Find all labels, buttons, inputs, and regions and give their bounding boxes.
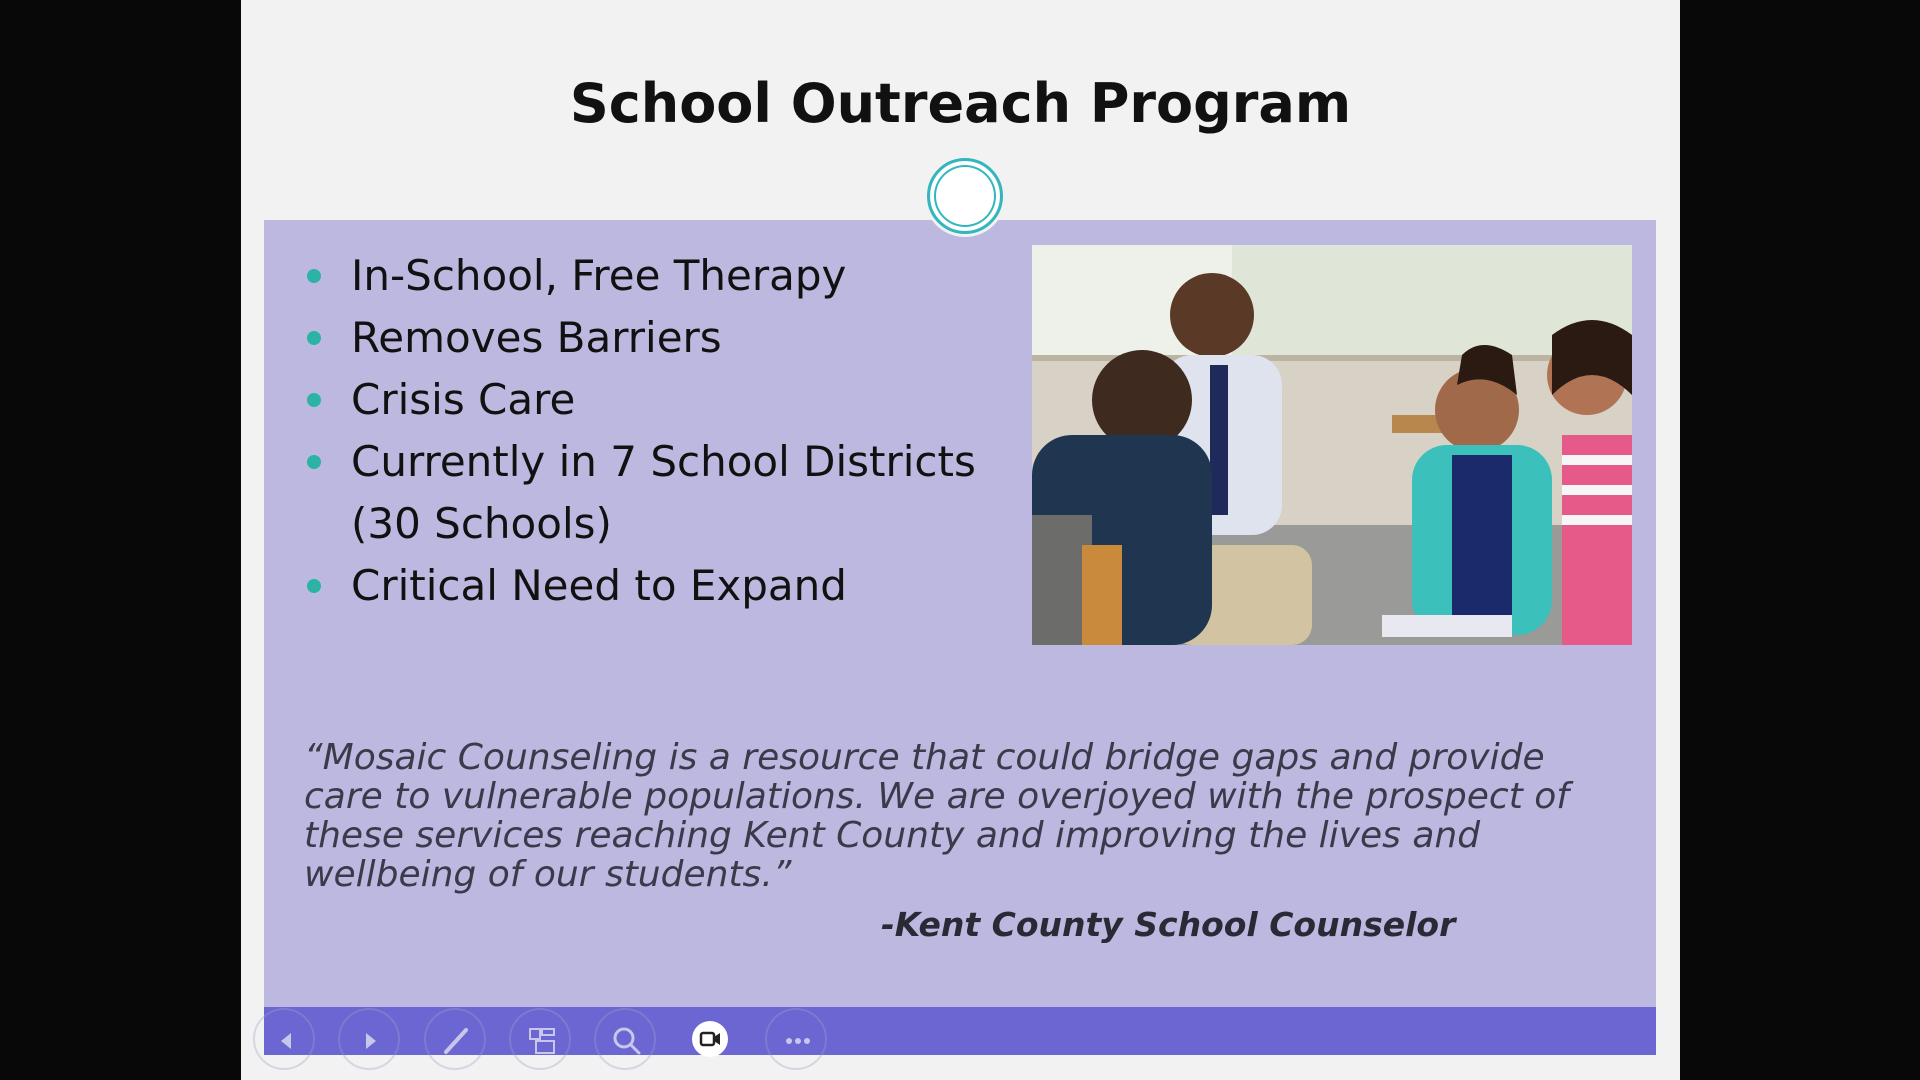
slide-title: School Outreach Program [569, 72, 1352, 135]
bullet-dot-icon [307, 579, 321, 593]
bullet-dot-icon [307, 331, 321, 345]
bullet-item [301, 555, 1021, 617]
bullet-item [301, 307, 1021, 369]
testimonial-attribution: -Kent County School Counselor [881, 905, 1456, 944]
bullet-text: Critical Need to Expand [351, 561, 847, 610]
bullet-item [301, 431, 1021, 493]
bullet-dot-icon [307, 393, 321, 407]
slide [241, 0, 1680, 1080]
bullet-text: In-School, Free Therapy [351, 251, 847, 300]
bullet-continuation [301, 493, 1021, 555]
bullet-text: Removes Barriers [351, 313, 722, 362]
bullet-item [301, 245, 1021, 307]
decorative-ring-icon [927, 158, 1003, 234]
classroom-photo [1032, 245, 1632, 645]
bullet-list [301, 245, 1021, 617]
camera-button[interactable] [679, 1008, 741, 1070]
pen-icon [426, 1010, 488, 1072]
zoom-button[interactable] [594, 1008, 656, 1070]
camera-icon [679, 1008, 741, 1070]
next-slide-button[interactable] [338, 1008, 400, 1070]
previous-icon [255, 1010, 317, 1072]
testimonial-quote: “Mosaic Counseling is a resource that could bridge gaps and provide care to vulnerable populations. We are overjoyed with the prospect of these services reaching Kent County and improving the lives and wellbeing of our students.” [304, 737, 1569, 895]
bullet-dot-icon [307, 269, 321, 283]
bullet-dot-icon [307, 455, 321, 469]
bullet-text: (30 Schools) [351, 499, 612, 548]
bullet-item [301, 369, 1021, 431]
photo-illustration [1032, 245, 1632, 645]
next-icon [340, 1010, 402, 1072]
zoom-icon [596, 1010, 658, 1072]
bullet-text: Currently in 7 School Districts [351, 437, 976, 486]
bullet-text: Crisis Care [351, 375, 576, 424]
more-options-button[interactable] [765, 1008, 827, 1070]
slides-grid-icon [511, 1010, 573, 1072]
see-all-slides-button[interactable] [509, 1008, 571, 1070]
previous-slide-button[interactable] [253, 1008, 315, 1070]
pen-tool-button[interactable] [424, 1008, 486, 1070]
more-icon [767, 1010, 829, 1072]
